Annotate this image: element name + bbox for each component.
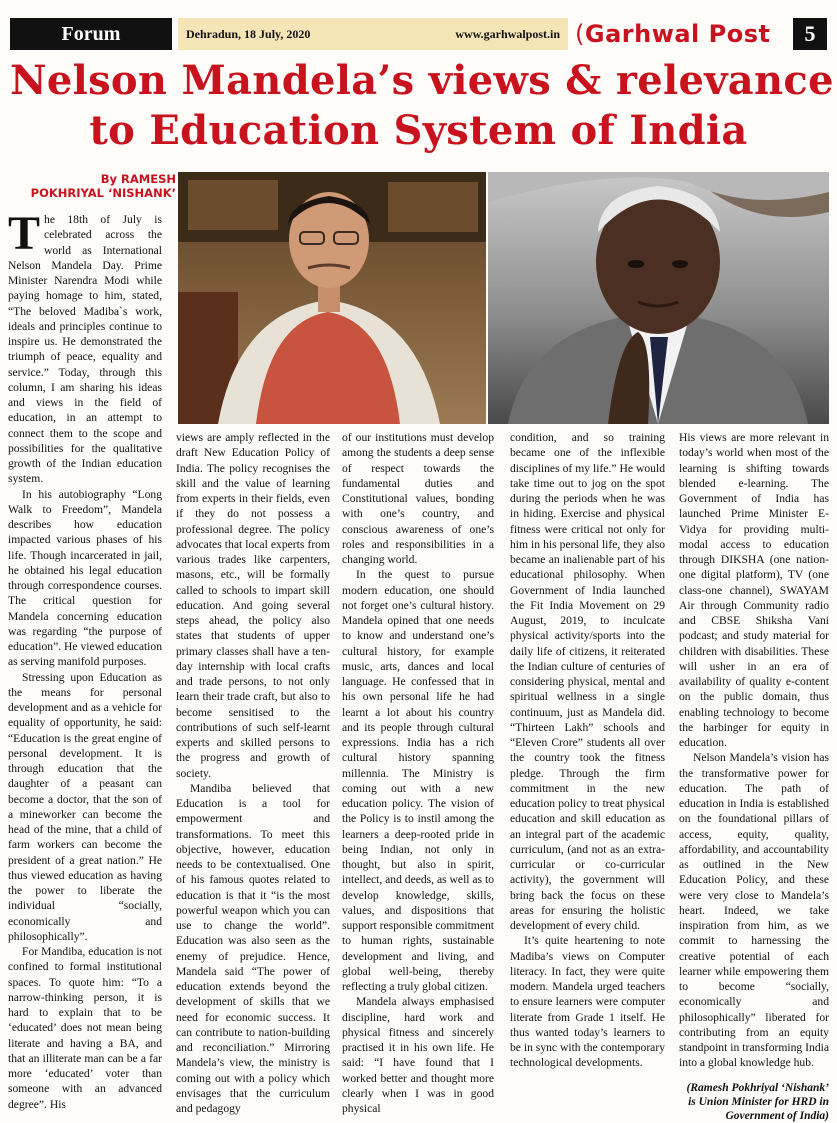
headline-line-2: to Education System of India: [89, 107, 748, 154]
article-column-2: [176, 430, 330, 1115]
headline-line-1: Nelson Mandela’s views & relevance: [10, 57, 834, 104]
byline-name: POKHRIYAL ‘NISHANK’: [30, 186, 176, 200]
paragraph: Mandiba believed that Education is a tool for empowerment and transformations. To meet this objective, however, education needs to be contextualised. One of his famous quotes related to education is that it “is the most powerful weapon which you can use to change the world”. Education was also seen as the enemy of prejudice. Hence, Mandela said “The power of education extends beyond the development of skills that we need for economic success. It can contribute to nation-building and reconciliation.” Mirroring Mandela’s view, the ministry is coming out with a policy which envisages that the curriculum and pedagogy: [176, 781, 330, 1115]
byline-by: By RAMESH: [100, 172, 176, 186]
photo-mandela: [488, 172, 829, 424]
article-column-4: [510, 430, 665, 1110]
masthead: [10, 18, 827, 50]
dateline-bar: [178, 18, 568, 50]
article-column-5: [679, 430, 829, 1122]
dateline: Dehradun, 18 July, 2020: [186, 27, 311, 41]
paragraph: Nelson Mandela’s vision has the transformative power for education. The path of education in India is established on the foundational pillars of access, equity, quality, affordability, and accountability as outlined in the New Education Policy, and these were very close to Mandela’s heart. Indeed, we take inspiration from him, as we commit to harnessing the creative potential of each learner while empowering them to become “socially, economically and philosophically” liberated for contributing from an equity standpoint in transforming India into a global knowledge hub.: [679, 751, 829, 1070]
paragraph-text: he 18th of July is celebrated across the world as International Nelson Mandela Day. Prime Minister Narendra Modi while paying homage to him, stated, “The beloved Madiba`s work, ideals and principles continue to inspire us. He demonstrated the triumph of peace, equality and service.” Today, through this column, I am sharing his ideas and views in the field of education, in an attempt to connect them to the scope and possibilities for the qualitative growth of the Indian education system.: [8, 213, 162, 486]
paper-logo: [575, 18, 790, 50]
paragraph: For Mandiba, education is not confined to formal institutional spaces. To quote him: “To a narrow-thinking person, it is hard to explain that to be ‘educated’ does not mean being literate and having a BA, and that an illiterate man can be a far more ‘educated’ voter than someone with an advanced degree”. His: [8, 945, 162, 1111]
article-column-1: [8, 207, 162, 1112]
paragraph: It’s quite heartening to note Madiba’s views on Computer literacy. In fact, they were quite modern. Mandela urged teachers to ensure learners were computer literate from Grade 1 itself. He thus wanted today’s learners to be in sync with the contemporary technological developments.: [510, 934, 665, 1070]
photo-mandela-illustration: [488, 172, 829, 424]
author-note: (Ramesh Pokhriyal ‘Nishank’ is Union Minister for HRD in Government of India): [686, 1081, 829, 1122]
paragraph: [8, 207, 162, 487]
drop-cap: T: [8, 207, 41, 260]
paragraph: of our institutions must develop among the students a deep sense of respect towards the fundamental duties and Constitutional values, bonding with one’s country, and conscious awareness of one’s roles and responsibilities in a changing world.: [342, 431, 494, 566]
paragraph: Stressing upon Education as the means for personal development and as a vehicle for equality of opportunity, he said: “Education is the great engine of personal development. It is through education that the daughter of a peasant can become a doctor, that the son of a mineworker can become the head of the mine, that a child of farm workers can become the president of a great nation.” He thus viewed education as having the power to liberate the individual “socially, economically and philosophically”.: [8, 670, 162, 943]
photo-pokhriyal: [178, 172, 486, 424]
paragraph: In the quest to pursue modern education, one should not forget one’s cultural history. Mandela opined that one needs to know and understand one’s cultural history, for example music, arts, dances and local language. He confessed that in his own personal life he had learnt a lot about his country and its people through cultural expressions. India has a rich cultural history spanning millennia. The Ministry is coming out with a new education policy. The vision of the Policy is to instil among the learners a deep-rooted pride in being Indian, not only in thought, but also in spirit, intellect, and deeds, as well as to develop knowledge, skills, values, and dispositions that support responsible commitment to human rights, sustainable development and living, and global well-being, thereby reflecting a truly global citizen.: [342, 568, 494, 993]
headline: [10, 56, 834, 156]
section-label: Forum: [10, 18, 172, 50]
article-column-3: [342, 430, 494, 1115]
paragraph: condition, and so training became one of the inflexible disciplines of my life.” He would take time out to jog on the spot during the periods when he was in hiding. Exercise and physical fitness were critical not only for him in his personal life, they also became an inalienable part of his educational philosophy. When Government of India launched the Fit India Movement on 29 August, 2019, to inculcate physical activity/sports into the daily life of citizens, it reiterated the Indian culture of centuries of considering physical, mental and spiritual wellness in a single continuum, just as Mandela did. “Thirteen Lakh” schools and “Eleven Crore” students all over the country took the fitness pledge. Through the firm commitment in the new education policy to treat physical education and skill education as an integral part of the academic curriculum, (and not as an extra-curricular or co-curricular activity), the government will bring back the focus on these areas for ensuring the holistic development of every child.: [510, 431, 665, 932]
paper-name: Garhwal Post: [584, 20, 771, 48]
paragraph: His views are more relevant in today’s world when most of the learning is shifting towards blended e-learning. The Government of India has launched Prime Minister E-Vidya for providing multi-modal access to education through DIKSHA (one nation-one digital platform), TV (one class-one channel), SWAYAM Air through Community radio and CBSE Shiksha Vani podcast; and study material for children with disabilities. These will usher in an era of availability of quality e-content on the public domain, thus enabling technology to become the harbinger for equity in education.: [679, 431, 829, 749]
paragraph: In his autobiography “Long Walk to Freedom”, Mandela describes how education impacted various phases of his life. Though incarcerated in jail, he obtained his legal education through correspondence courses. The critical question for Mandela concerning education was regarding “the purpose of education”. He viewed education as serving manifold purposes.: [8, 487, 162, 669]
page-number: 5: [793, 18, 827, 50]
paragraph: Mandela always emphasised discipline, hard work and physical fitness and sincerely practised it in his own life. He said: “I have found that I worked better and thought more clearly when I was in good physical: [342, 995, 494, 1115]
photo-pokhriyal-illustration: [178, 172, 486, 424]
paragraph: views are amply reflected in the draft New Education Policy of India. The policy recognises the skill and the value of learning from experts in their fields, even if they do not possess a professional degree. The policy advocates that local experts from various trades like carpenters, masons, etc., will be formally called to schools to impart skill education. And going several steps ahead, the policy also states that students of upper primary classes shall have a ten-day internship with local crafts and trade persons, to not only learn their trade craft, but also to become sensitised to the contributions of such self-learnt experts and skilled persons to the progress and growth of society.: [176, 431, 330, 780]
byline: [8, 172, 176, 200]
logo-bracket: (: [575, 20, 585, 48]
website-link[interactable]: www.garhwalpost.in: [455, 27, 560, 41]
